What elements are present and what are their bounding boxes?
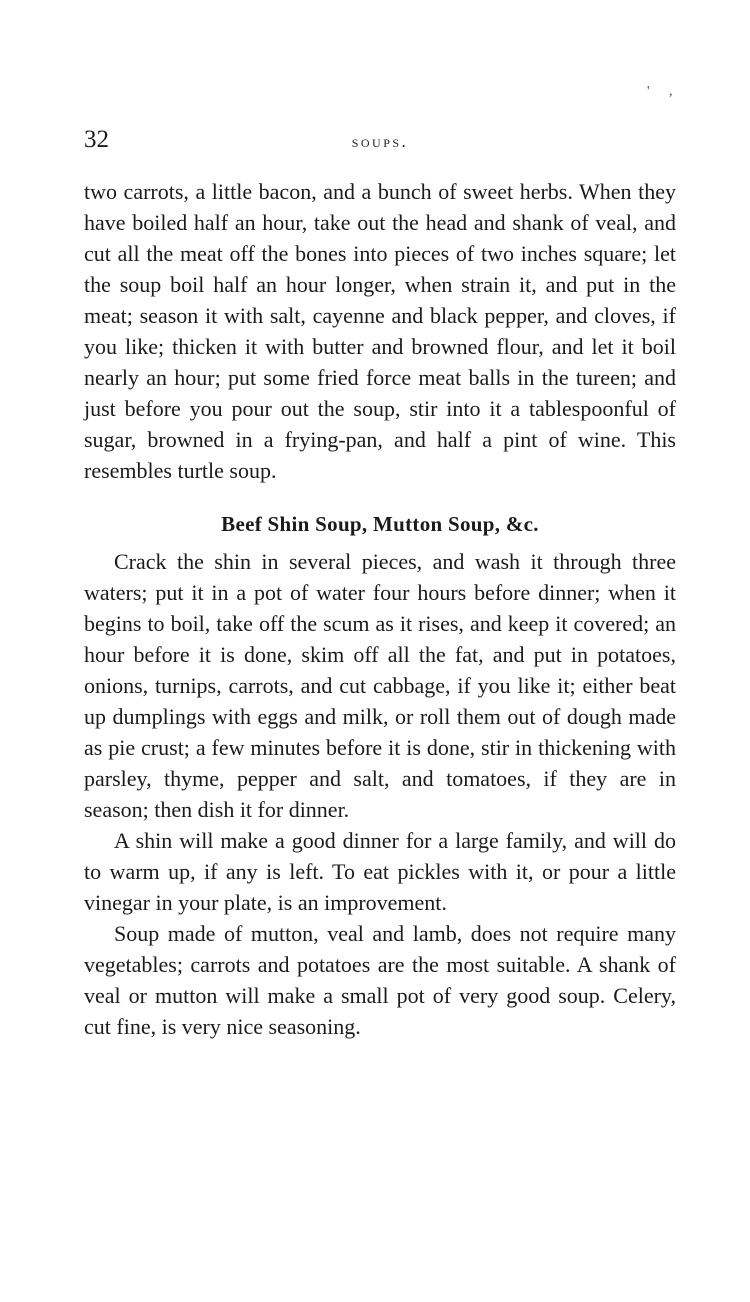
running-title: soups. xyxy=(351,132,409,151)
paragraph-beef-shin: Crack the shin in several pieces, and wash it through three waters; put it in a pot of water four hours before dinner; when it begins to boil, take off the scum as it rises, and keep it covered; an hour before it is done, skim off all the fat, and put in potatoes, onions, turnips, carrots, and cut cabbage, if you like it; either beat up dumplings with eggs and milk, or roll them out of dough made as pie crust; a few minutes before it is done, stir in thickening with parsley, thyme, pepper and salt, and tomatoes, if they are in season; then dish it for dinner. xyxy=(84,549,676,822)
text-block xyxy=(84,176,676,1042)
running-head xyxy=(84,122,676,158)
paragraph-mutton-soup: Soup made of mutton, veal and lamb, does not require many vegetables; carrots and potatoes are the most suitable. A shank of veal or mutton will make a small pot of very good soup. Celery, cut fine, is very nice seasoning. xyxy=(84,921,676,1039)
section-heading: Beef Shin Soup, Mutton Soup, &c. xyxy=(221,512,539,536)
continued-paragraph: two carrots, a little bacon, and a bunch of sweet herbs. When they have boiled half an hour, take out the head and shank of veal, and cut all the meat off the bones into pieces of two inches square; let the soup boil half an hour longer, when strain it, and put in the meat; season it with salt, cayenne and black pepper, and cloves, if you like; thicken it with butter and browned flour, and let it boil nearly an hour; put some fried force meat balls in the tureen; and just before you pour out the soup, stir into it a tablespoonful of sugar, browned in a frying-pan, and half a pint of wine. This resembles turtle soup. xyxy=(84,179,676,483)
page-number: 32 xyxy=(84,126,109,153)
paragraph-shin-dinner: A shin will make a good dinner for a large family, and will do to warm up, if any is left. To eat pickles with it, or pour a little vinegar in your plate, is an improvement. xyxy=(84,828,676,915)
corner-mark: ' , xyxy=(647,84,681,99)
